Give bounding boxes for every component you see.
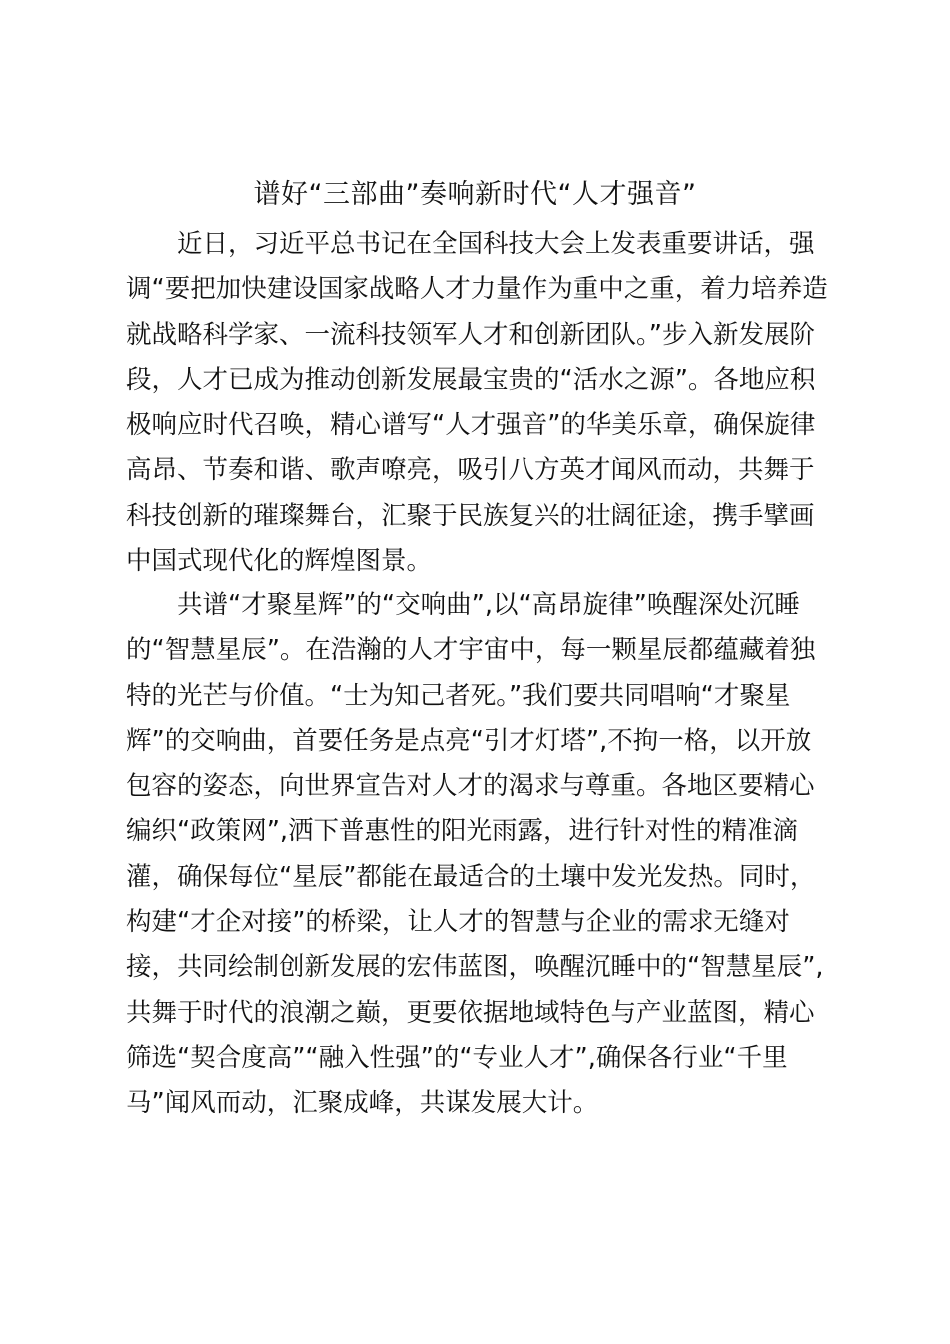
text-line: 共舞于时代的浪潮之巅，更要依据地域特色与产业蓝图，精心 [126, 997, 815, 1028]
text-line: 科技创新的璀璨舞台，汇聚于民族复兴的壮阔征途，携手擘画 [126, 500, 815, 531]
text-line: 构建“才企对接”的桥梁，让人才的智慧与企业的需求无缝对 [126, 907, 790, 938]
text-line: 编织“政策网”,洒下普惠性的阳光雨露，进行针对性的精准滴 [126, 816, 799, 847]
text-line: 包容的姿态，向世界宣告对人才的渴求与尊重。各地区要精心 [126, 771, 815, 802]
text-line: 接，共同绘制创新发展的宏伟蓝图，唤醒沉睡中的“智慧星辰”, [126, 952, 824, 983]
text-line: 特的光芒与价值。“士为知己者死。”我们要共同唱响“才聚星 [126, 680, 791, 711]
text-line: 极响应时代召唤，精心谱写“人才强音”的华美乐章，确保旋律 [126, 410, 816, 441]
document-title: 谱好“三部曲”奏响新时代“人才强音” [253, 179, 697, 210]
text-line: 高昂、节奏和谐、歌声嘹亮，吸引八方英才闻风而动，共舞于 [126, 455, 815, 486]
paragraph-2 [126, 583, 826, 1127]
text-line: 辉”的交响曲，首要任务是点亮“引才灯塔”,不拘一格，以开放 [126, 725, 812, 756]
text-line: 共谱“才聚星辉”的“交响曲”,以“高昂旋律”唤醒深处沉睡 [177, 590, 800, 620]
text-line: 筛选“契合度高”“融入性强”的“专业人才”,确保各行业“千里 [126, 1042, 788, 1073]
paragraph-1 [126, 222, 826, 584]
text-line: 就战略科学家、一流科技领军人才和创新团队。”步入新发展阶 [126, 319, 815, 350]
text-line: 灌，确保每位“星辰”都能在最适合的土壤中发光发热。同时， [126, 861, 816, 892]
text-line: 马”闻风而动，汇聚成峰，共谋发展大计。 [126, 1088, 599, 1119]
text-line: 段，人才已成为推动创新发展最宝贵的“活水之源”。各地应积 [126, 364, 816, 395]
text-line: 中国式现代化的辉煌图景。 [126, 546, 433, 577]
text-line: 近日，习近平总书记在全国科技大会上发表重要讲话，强 [177, 229, 815, 259]
text-line: 调“要把加快建设国家战略人才力量作为重中之重，着力培养造 [126, 274, 828, 305]
text-line: 的“智慧星辰”。在浩瀚的人才宇宙中，每一颗星辰都蕴藏着独 [126, 635, 816, 666]
